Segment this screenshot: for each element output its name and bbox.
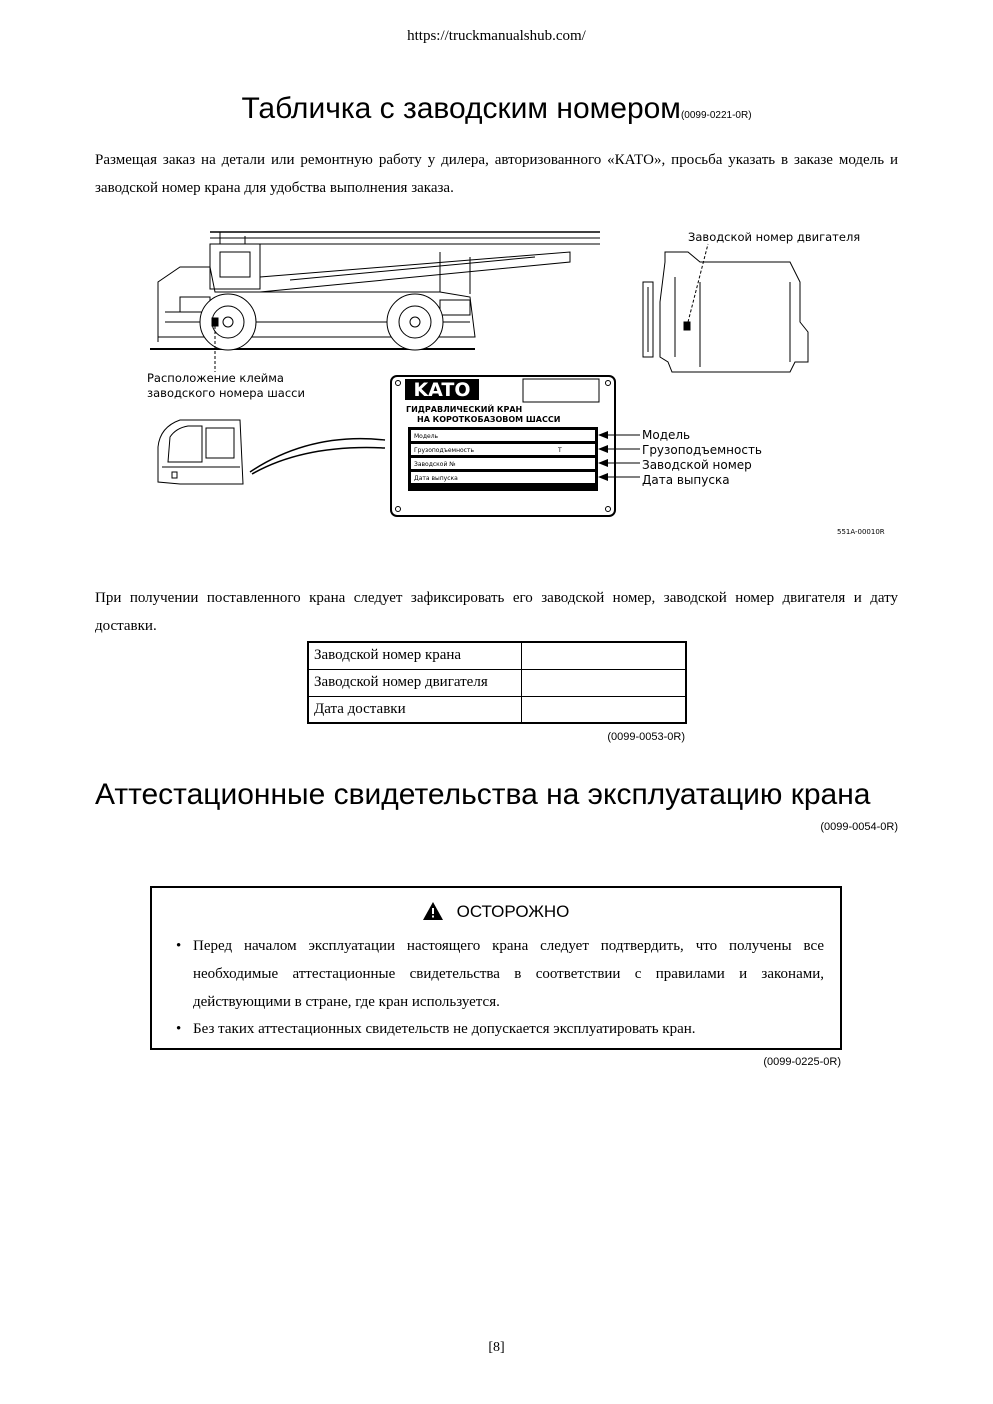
table-row <box>308 696 686 723</box>
table-cell-value <box>521 669 686 696</box>
bullet-dot: • <box>176 938 182 954</box>
callout-model: Модель <box>642 428 691 442</box>
section-title-certificates: Аттестационные свидетельства на эксплуатацию крана <box>95 778 871 811</box>
caution-code: (0099-0225-0R) <box>763 1056 841 1068</box>
section-title-text: Табличка с заводским номером <box>241 92 681 125</box>
table-row <box>308 669 686 696</box>
caution-heading <box>152 902 840 922</box>
callout-capacity: Грузоподъемность <box>642 443 763 457</box>
caution-heading-text: ОСТОРОЖНО <box>456 902 570 921</box>
caution-bullet <box>176 1015 824 1043</box>
record-table <box>307 641 687 724</box>
plate-maker: КАТО ВОРКС КО., ЛТД. <box>415 490 508 498</box>
plate-row-date: Дата выпуска <box>414 475 458 482</box>
table-code: (0099-0053-0R) <box>607 731 685 743</box>
plate-line2: НА КОРОТКОБАЗОВОМ ШАССИ <box>417 415 561 424</box>
caution-box <box>150 886 842 1050</box>
table-cell-label: Заводской номер крана <box>308 642 521 669</box>
table-cell-value <box>521 696 686 723</box>
engine-serial-label: Заводской номер двигателя <box>688 230 861 244</box>
receipt-paragraph: При получении поставленного крана следует зафиксировать его заводской номер, заводской номер двигателя и дату доставки. <box>95 590 898 634</box>
bullet-dot: • <box>176 1021 182 1037</box>
plate-row-model: Модель <box>414 433 439 440</box>
callout-serial: Заводской номер <box>642 458 752 472</box>
intro-paragraph: Размещая заказ на детали или ремонтную работу у дилера, авторизованного «КАТО», просьба указать в заказе модель и заводской номер крана для удобства выполнения заказа. <box>95 152 898 196</box>
chassis-stamp-label-line1: Расположение клейма <box>147 371 284 385</box>
chassis-stamp-label-line2: заводского номера шасси <box>147 386 305 400</box>
figure-code: 551A-00010R <box>837 528 885 536</box>
plate-row-serial: Заводской № <box>414 461 456 468</box>
section-code: (0099-0054-0R) <box>820 821 898 833</box>
site-url[interactable]: https://truckmanualshub.com/ <box>407 28 586 44</box>
warning-icon <box>423 902 443 920</box>
caution-bullet <box>176 932 824 1016</box>
engine-illustration <box>643 244 808 372</box>
page-number: [8] <box>488 1340 505 1355</box>
section-code: (0099-0221-0R) <box>680 110 752 121</box>
cab-illustration <box>158 420 385 484</box>
plate-row-capacity: Грузоподъемность <box>414 447 475 454</box>
table-cell-value <box>521 642 686 669</box>
callout-date: Дата выпуска <box>642 473 730 487</box>
table-row <box>308 642 686 669</box>
table-cell-label: Заводской номер двигателя <box>308 669 521 696</box>
bullet-text: Перед началом эксплуатации настоящего крана следует подтвердить, что получены все необходимые аттестационные свидетельства в соответствии с правилами и законами, действующими в стране, где кран используется. <box>193 938 824 1010</box>
plate-row-capacity-unit: T <box>558 447 562 454</box>
bullet-text: Без таких аттестационных свидетельств не допускается эксплуатировать кран. <box>193 1021 696 1037</box>
plate-city: ТОКИО <box>560 497 589 505</box>
crane-truck-illustration <box>150 232 600 372</box>
serial-plate <box>391 376 615 516</box>
section-title-serial-plate <box>0 92 993 126</box>
table-cell-label: Дата доставки <box>308 696 521 723</box>
plate-line1: ГИДРАВЛИЧЕСКИЙ КРАН <box>406 405 523 414</box>
plate-brand-logo: KATO <box>413 379 471 401</box>
serial-plate-figure <box>140 222 900 542</box>
